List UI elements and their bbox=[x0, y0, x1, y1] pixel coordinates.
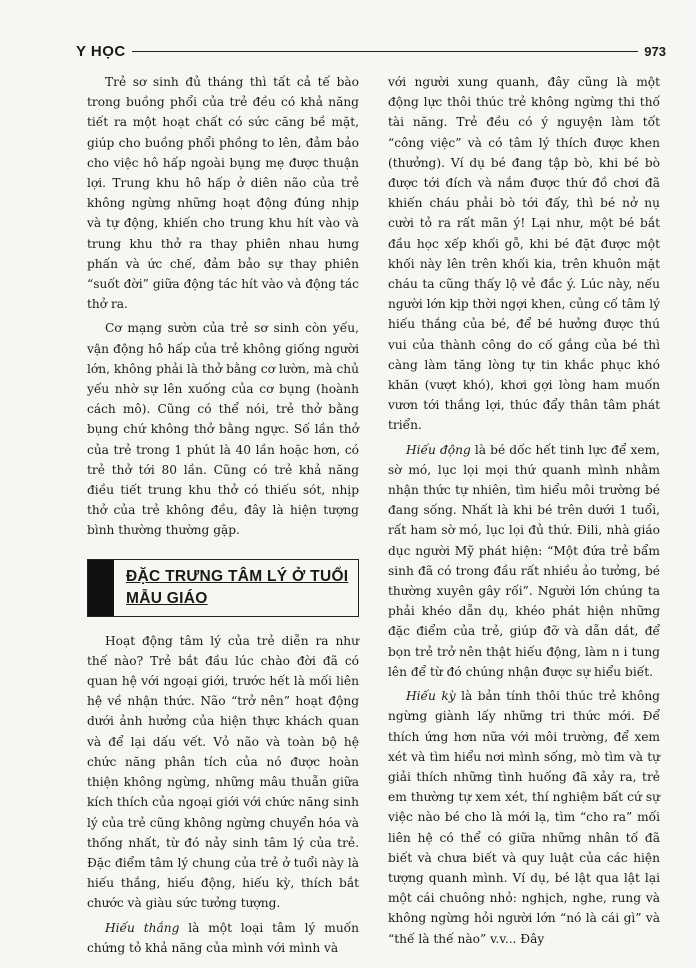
paragraph-text: là một loại tâm lý muốn chứng tỏ khả năng của mình với mình và bbox=[87, 920, 359, 955]
section-heading bbox=[87, 559, 359, 617]
term-hieu-dong: Hiếu động bbox=[406, 442, 471, 457]
page-number: 973 bbox=[644, 43, 666, 59]
paragraph-text: là bé dốc hết tinh lực để xem, sờ mó, lục lọi mọi thứ quanh mình nhằm nhận thức tự nhiên, tìm hiểu môi trường bé đang sống. Nhất là khi bé trên dưới 1 tuổi, rất ham sờ mó, lục lọi đủ thứ. Đili, nhà giáo dục người Mỹ phát hiện: “Một đứa trẻ bẩm sinh đã có trong đầu rất nhiều ảo tưởng, bé thường xuyên gây rối”. Người lớn chúng ta phải khéo dẫn dụ, khéo phát hiện những đặc điểm của trẻ, giúp đỡ và dẫn dắt, để bọn trẻ trở nên thật hiếu động, làm n i tung lên để từ đó chúng nhận được sự hiểu biết. bbox=[388, 442, 660, 679]
paragraph: Trẻ sơ sinh đủ tháng thì tất cả tế bào trong buồng phổi của trẻ đều có khả năng tiết ra một hoạt chất có sức căng bề mặt, giúp cho buồng phổi phồng to lên, đảm bảo cho việc hô hấp ngoài bụng mẹ được thuận lợi. Trung khu hô hấp ở diên não của trẻ không ngừng những hoạt động đúng nhịp và tự động, khiến cho trung khu hít vào và trung khu thở ra thay phiên nhau hưng phấn và ức chế, đảm bảo sự thay phiên “suốt đời” giữa động tác hít vào và động tác thở ra. bbox=[87, 75, 359, 312]
section-heading-line-2: MẪU GIÁO bbox=[126, 589, 208, 607]
term-hieu-ky: Hiếu kỳ bbox=[406, 689, 456, 704]
section-heading-text bbox=[126, 566, 348, 610]
header-rule bbox=[132, 51, 639, 52]
paragraph bbox=[388, 686, 660, 949]
term-hieu-thang: Hiếu thắng bbox=[105, 920, 180, 935]
left-column bbox=[87, 72, 359, 962]
paragraph bbox=[388, 440, 660, 682]
paragraph: với người xung quanh, đây cũng là một động lực thôi thúc trẻ không ngừng thi thố tài năng. Trẻ đều có ý nguyện làm tốt “công việc” và có tâm lý thích được khen (thưởng). Ví dụ bé đang tập bò, khi bé bò được tới đích và nắm được thứ đồ chơi đã khiến cháu phải bò tới đấy, thì bé nở nụ cười tỏ ra rất mãn ý! Lại như, một bé bắt đầu học xếp khối gỗ, khi bé đặt được một khối này lên trên khối kia, trên khuôn mặt cháu ta cũng thấy lộ vẻ đắc ý. Lúc này, nếu người lớn kịp thời ngợi khen, củng cố tâm lý hiếu thắng của bé, để bé hưởng được thú vui của thành công do cố gắng của bé thì càng làm tăng lòng tự tin khắc phục khó khăn (vượt khó), khơi gợi lòng ham muốn vươn tới thắng lợi, thúc đẩy thân tâm phát triển. bbox=[388, 75, 660, 433]
page-header bbox=[76, 40, 666, 62]
right-column bbox=[388, 72, 660, 953]
paragraph-text: là bản tính thôi thúc trẻ không ngừng giành lấy những tri thức mới. Để thích ứng hơn nữa với môi trường, để xem xét và tìm hiểu nơi mình sống, mò tìm và tự giải thích những tình huống đã xảy ra, trẻ em thường tự xem xét, thí nghiệm bất cứ sự việc nào bé cho là mới lạ, tìm “cho ra” mối liên hệ có thể có giữa những nhân tố đã biết và chưa biết và quy luật của các hiện tượng quanh mình. Ví dụ, bé lật qua lật lại một cái chuông nhỏ: nghịch, nghe, rung và không ngừng hỏi người lớn “nó là cái gì” và “thế là thế nào” v.v... Đây bbox=[388, 689, 660, 946]
running-title: Y HỌC bbox=[76, 42, 126, 60]
paragraph bbox=[87, 918, 359, 958]
section-heading-line-1: ĐẶC TRƯNG TÂM LÝ Ở TUỔI bbox=[126, 567, 349, 585]
paragraph: Hoạt động tâm lý của trẻ diễn ra như thế nào? Trẻ bắt đầu lúc chào đời đã có quan hệ với ngoại giới, trước hết là mối liên hệ về nhận thức. Não “trở nên” hoạt động dưới ảnh hưởng của hiện thực khách quan và để lại dấu vết. Vỏ não và toàn bộ hệ chức năng phân tích của nó được hoàn thiện không ngừng, những mâu thuẫn giữa kích thích của ngoại giới với chức năng sinh lý của trẻ cũng không ngừng chuyển hóa và thống nhất, từ đó nảy sinh tâm lý của trẻ. Đặc điểm tâm lý chung của trẻ ở tuổi này là hiếu thắng, hiếu động, hiếu kỳ, thích bắt chước và giàu sức tưởng tượng. bbox=[87, 633, 359, 911]
heading-marker-block bbox=[88, 560, 114, 616]
paragraph: Cơ mạng sườn của trẻ sơ sinh còn yếu, vận động hô hấp của trẻ không giống người lớn, không phải là thở bằng cơ lườn, mà chủ yếu nhờ sự lên xuống của cơ bụng (hoành cách mô). Cũng có thể nói, trẻ thở bằng bụng chứ không thở bằng ngực. Số lần thở của trẻ trong 1 phút là 40 lần hoặc hơn, có trẻ thở tới 80 lần. Cũng có trẻ khả năng điều tiết trung khu thở có thiếu sót, nhịp thở của trẻ không đều, đây là hiện tượng bình thường thường gặp. bbox=[87, 321, 359, 538]
